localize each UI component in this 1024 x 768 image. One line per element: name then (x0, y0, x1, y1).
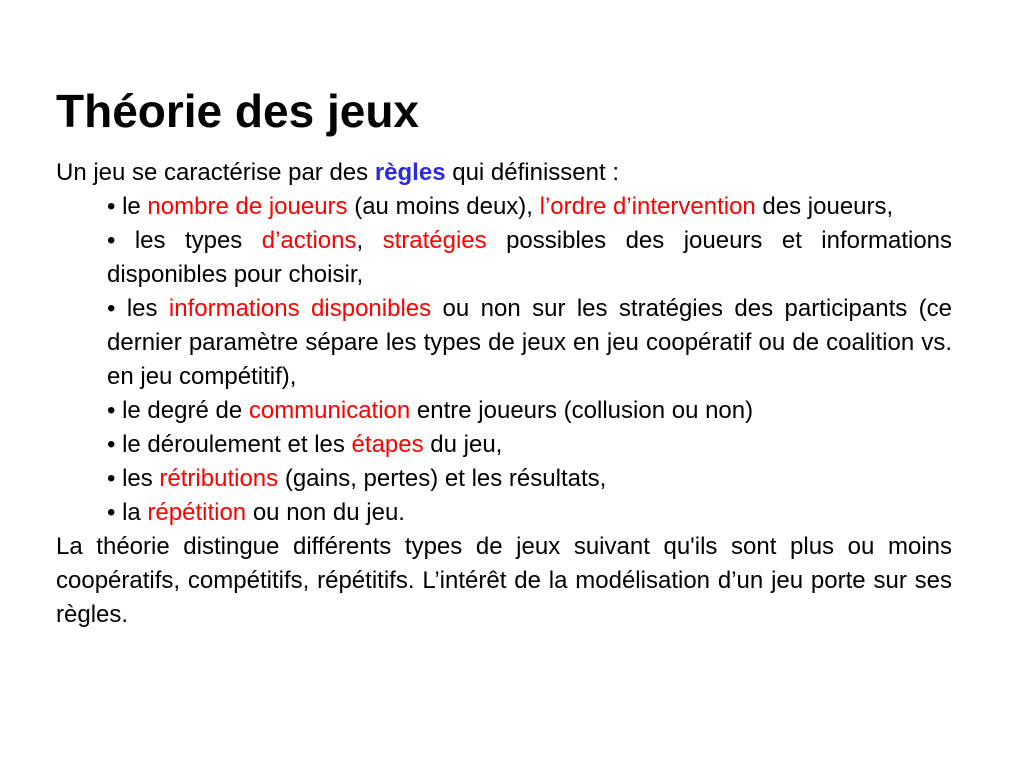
bullet-item (107, 394, 952, 428)
bullet-highlight: nombre de joueurs (147, 193, 348, 220)
bullet-item (107, 428, 952, 462)
bullet-text: • le (107, 193, 148, 220)
bullet-text: du jeu, (423, 431, 503, 458)
bullet-highlight: communication (248, 397, 411, 424)
bullet-highlight: d’actions (261, 227, 357, 254)
bullet-text: (au moins deux), (347, 193, 540, 220)
bullet-highlight: informations disponibles (168, 295, 432, 322)
bullet-text: possibles des joueurs et informations disponibles pour choisir, (107, 227, 953, 288)
bullet-text: entre joueurs (collusion ou non) (410, 397, 754, 424)
bullet-text: ou non sur les stratégies des participants (ce dernier paramètre sépare les types de jeux en jeu coopératif ou de coalition vs. en jeu compétitif), (107, 295, 952, 390)
intro-highlight-regles: règles (374, 159, 446, 186)
bullet-highlight: rétributions (159, 465, 279, 492)
bullet-item (107, 462, 952, 496)
slide-body (56, 156, 952, 632)
bullet-highlight: répétition (147, 499, 247, 526)
slide (56, 80, 952, 632)
bullet-item (107, 190, 952, 224)
intro-text-before: Un jeu se caractérise par des (56, 159, 375, 186)
slide-title: Théorie des jeux (56, 85, 420, 137)
bullet-highlight: stratégies (382, 227, 487, 254)
conclusion-paragraph: La théorie distingue différents types de jeux suivant qu'ils sont plus ou moins coopératifs, compétitifs, répétitifs. L’intérêt de la modélisation d’un jeu porte sur ses règles. (56, 533, 952, 628)
bullet-text: ou non du jeu. (246, 499, 405, 526)
bullet-text: • le déroulement et les (107, 431, 352, 458)
bullet-highlight: l’ordre d’intervention (539, 193, 756, 220)
bullet-text: • les (107, 465, 160, 492)
bullet-item (107, 496, 952, 530)
bullet-text: • la (107, 499, 148, 526)
bullet-text: • les (107, 295, 169, 322)
intro-text-after: qui définissent : (445, 159, 619, 186)
bullet-item (107, 224, 952, 292)
bullet-text: des joueurs, (755, 193, 894, 220)
intro-paragraph (56, 156, 952, 190)
bullet-item (107, 292, 952, 394)
bullet-text: , (356, 227, 383, 254)
bullet-list (56, 190, 952, 530)
bullet-text: • le degré de (107, 397, 249, 424)
bullet-highlight: étapes (351, 431, 424, 458)
bullet-text: (gains, pertes) et les résultats, (278, 465, 607, 492)
bullet-text: • les types (107, 227, 262, 254)
